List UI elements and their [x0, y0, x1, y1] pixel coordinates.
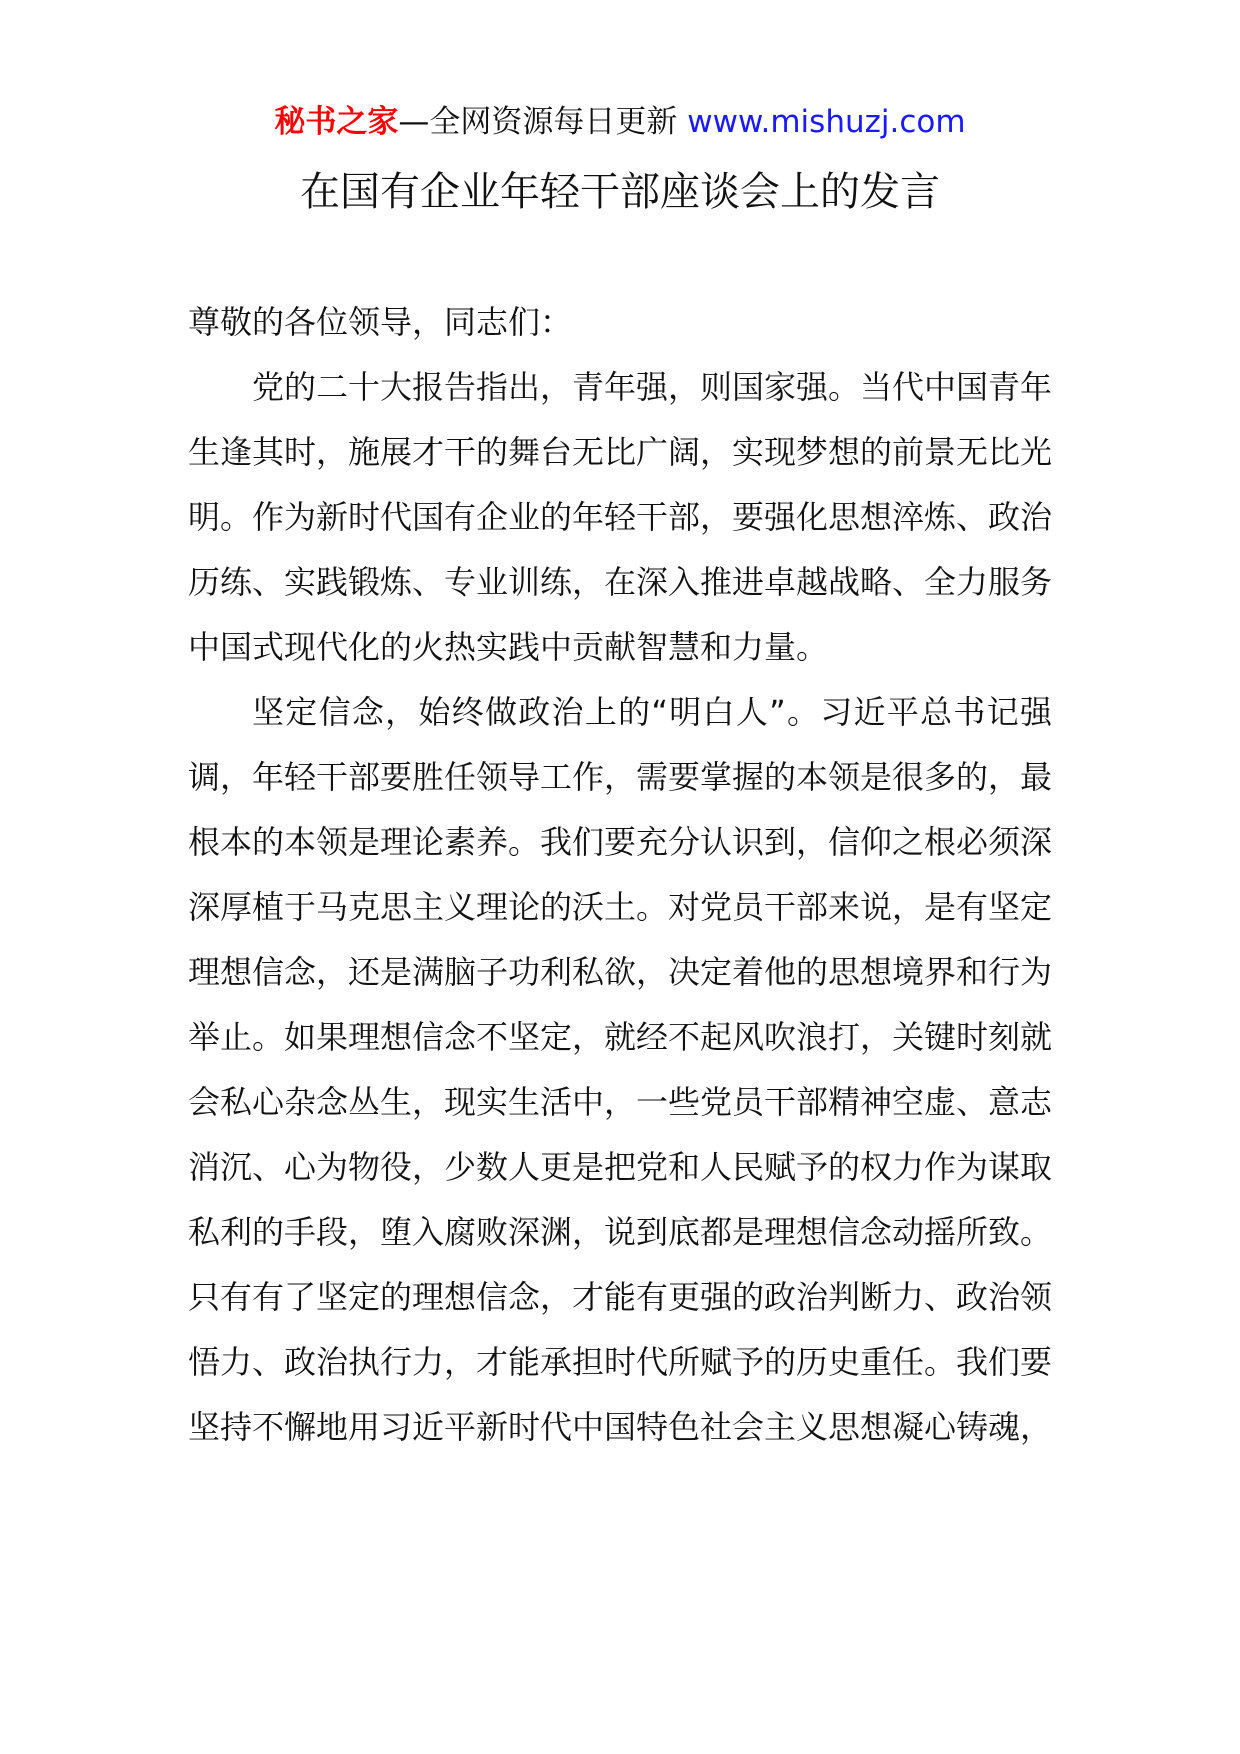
site-url-link[interactable]: www.mishuzj.com: [687, 104, 966, 140]
paragraph-intro: 党的二十大报告指出，青年强，则国家强。当代中国青年生逢其时，施展才干的舞台无比广阔，实现梦想的前景无比光明。作为新时代国有企业的年轻干部，要强化思想淬炼、政治历练、实践锻炼、专业训练，在深入推进卓越战略、全力服务中国式现代化的火热实践中贡献智慧和力量。: [188, 368, 1053, 666]
document-body: [188, 290, 1052, 1460]
paragraph-firm-belief: 坚定信念，始终做政治上的“明白人”。习近平总书记强调，年轻干部要胜任领导工作，需要掌握的本领是很多的，最根本的本领是理论素养。我们要充分认识到，信仰之根必须深深厚植于马克思主义理论的沃土。对党员干部来说，是有坚定理想信念，还是满脑子功利私欲，决定着他的思想境界和行为举止。如果理想信念不坚定，就经不起风吹浪打，关键时刻就会私心杂念丛生，现实生活中，一些党员干部精神空虚、意志消沉、心为物役，少数人更是把党和人民赋予的权力作为谋取私利的手段，堕入腐败深渊，说到底都是理想信念动摇所致。只有有了坚定的理想信念，才能有更强的政治判断力、政治领悟力、政治执行力，才能承担时代所赋予的历史重任。我们要坚持不懈地用习近平新时代中国特色社会主义思想凝心铸魂，: [188, 693, 1053, 1446]
salutation: 尊敬的各位领导，同志们：: [188, 303, 573, 341]
brand-name: 秘书之家: [274, 104, 399, 140]
header-tagline: —全网资源每日更新: [398, 104, 688, 140]
document-title: 在国有企业年轻干部座谈会上的发言: [300, 169, 940, 215]
site-header: [0, 100, 1240, 144]
